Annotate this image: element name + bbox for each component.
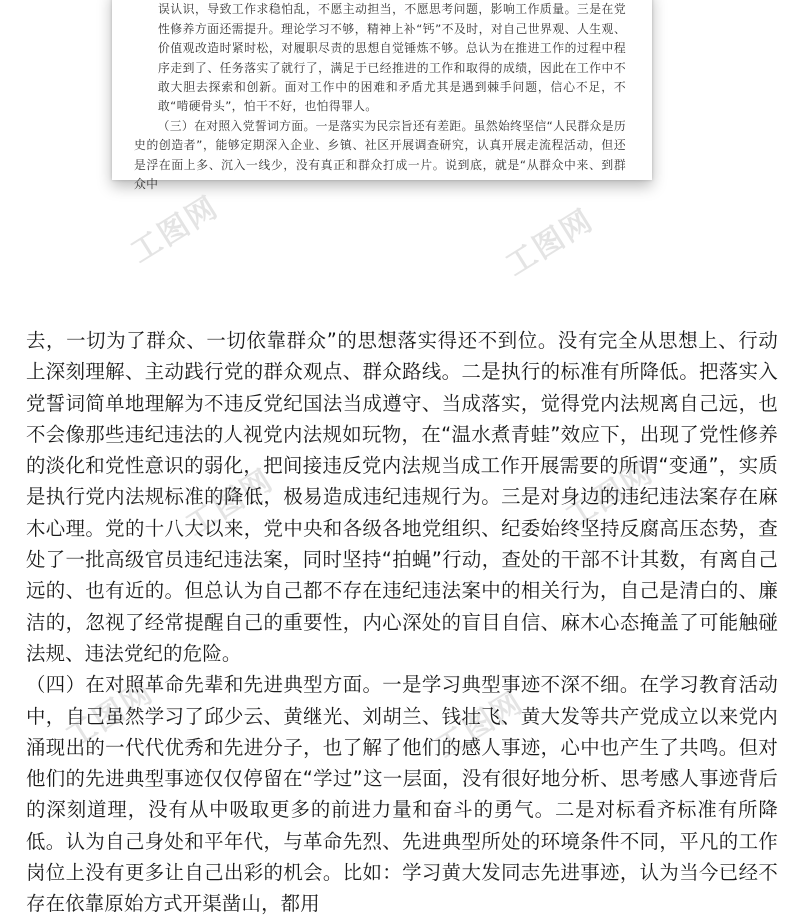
watermark-text: 工图网 xyxy=(559,454,660,536)
watermark-text: 工图网 xyxy=(499,202,600,284)
watermark-text: 工图网 xyxy=(429,684,530,766)
preview-paragraph-section-3: （三）在对照入党誓词方面。一是落实为民宗旨还有差距。虽然始终坚信“人民群众是历史的创造者”，能够定期深入企业、乡镇、社区开展调查研究，认真开展走流程活动，但还是浮在面上多、沉入一线少，没有真正和群众打成一片。说到底，就是“从群众中来、到群众中 xyxy=(134,118,626,192)
body-paragraph-section-4: （四）在对照革命先辈和先进典型方面。一是学习典型事迹不深不细。在学习教育活动中，自己虽然学习了邱少云、黄继光、刘胡兰、钱壮飞、黄大发等共产党成立以来党内涌现出的一代代优秀和先进分子，也了解了他们的感人事迹，心中也产生了共鸣。但对他们的先进典型事迹仅仅停留在“学过”这一层面，没有很好地分析、思考感人事迹背后的深刻道理，没有从中吸取更多的前进力量和奋斗的勇气。二是对标看齐标准有所降低。认为自己身处和平年代，与革命先烈、先进典型所处的环境条件不同，平凡的工作岗位上没有更多让自己出彩的机会。比如：学习黄大发同志先进事迹，认为当今已经不存在依靠原始方式开渠凿山，都用 xyxy=(26,673,778,916)
body-paragraph-continuation: 去，一切为了群众、一切依靠群众”的思想落实得还不到位。没有完全从思想上、行动上深刻理解、主动践行党的群众观点、群众路线。二是执行的标准有所降低。把落实入党誓词简单地理解为不违反党纪国法当成遵守、当成落实，觉得党内法规离自己远，也不会像那些违纪违法的人视党内法规如玩物，在“温水煮青蛙”效应下，出现了党性修养的淡化和党性意识的弱化，把间接违反党内法规当成工作开展需要的所谓“变通”，实质是执行党内法规标准的降低，极易造成违纪违规行为。三是对身边的违纪违法案存在麻木心理。党的十八大以来，党中央和各级各地党组织、纪委始终坚持反腐高压态势，查处了一批高级官员违纪违法案，同时坚持“拍蝇”行动，查处的干部不计其数，有离自己远的、也有近的。但总认为自己都不存在违纪违法案中的相关行为，自己是清白的、廉洁的，忽视了经常提醒自己的重要性，内心深处的盲目自信、麻木心态掩盖了可能触碰法规、违法党纪的危险。 xyxy=(26,329,778,665)
watermark-text: 工图网 xyxy=(124,189,225,271)
watermark-text: 工图网 xyxy=(179,462,280,544)
watermark-text: 工图网 xyxy=(59,674,160,756)
document-preview-card xyxy=(112,0,652,192)
article-body xyxy=(26,325,778,920)
preview-paragraph: 误认识，导致工作求稳怕乱，不愿主动担当，不愿思考问题，影响工作质量。三是在党性修养方面还需提升。理论学习不够，精神上补“钙”不及时，对自己世界观、人生观、价值观改造时紧时松，对履职尽责的思想自觉锤炼不够。总认为在推进工作的过程中程序走到了、任务落实了就行了，满足于已经推进的工作和取得的成绩，因此在工作中不敢大胆去探索和创新。面对工作中的困难和矛盾尤其是遇到棘手问题，信心不足，不敢“啃硬骨头”，怕干不好，也怕得罪人。 xyxy=(158,2,626,114)
